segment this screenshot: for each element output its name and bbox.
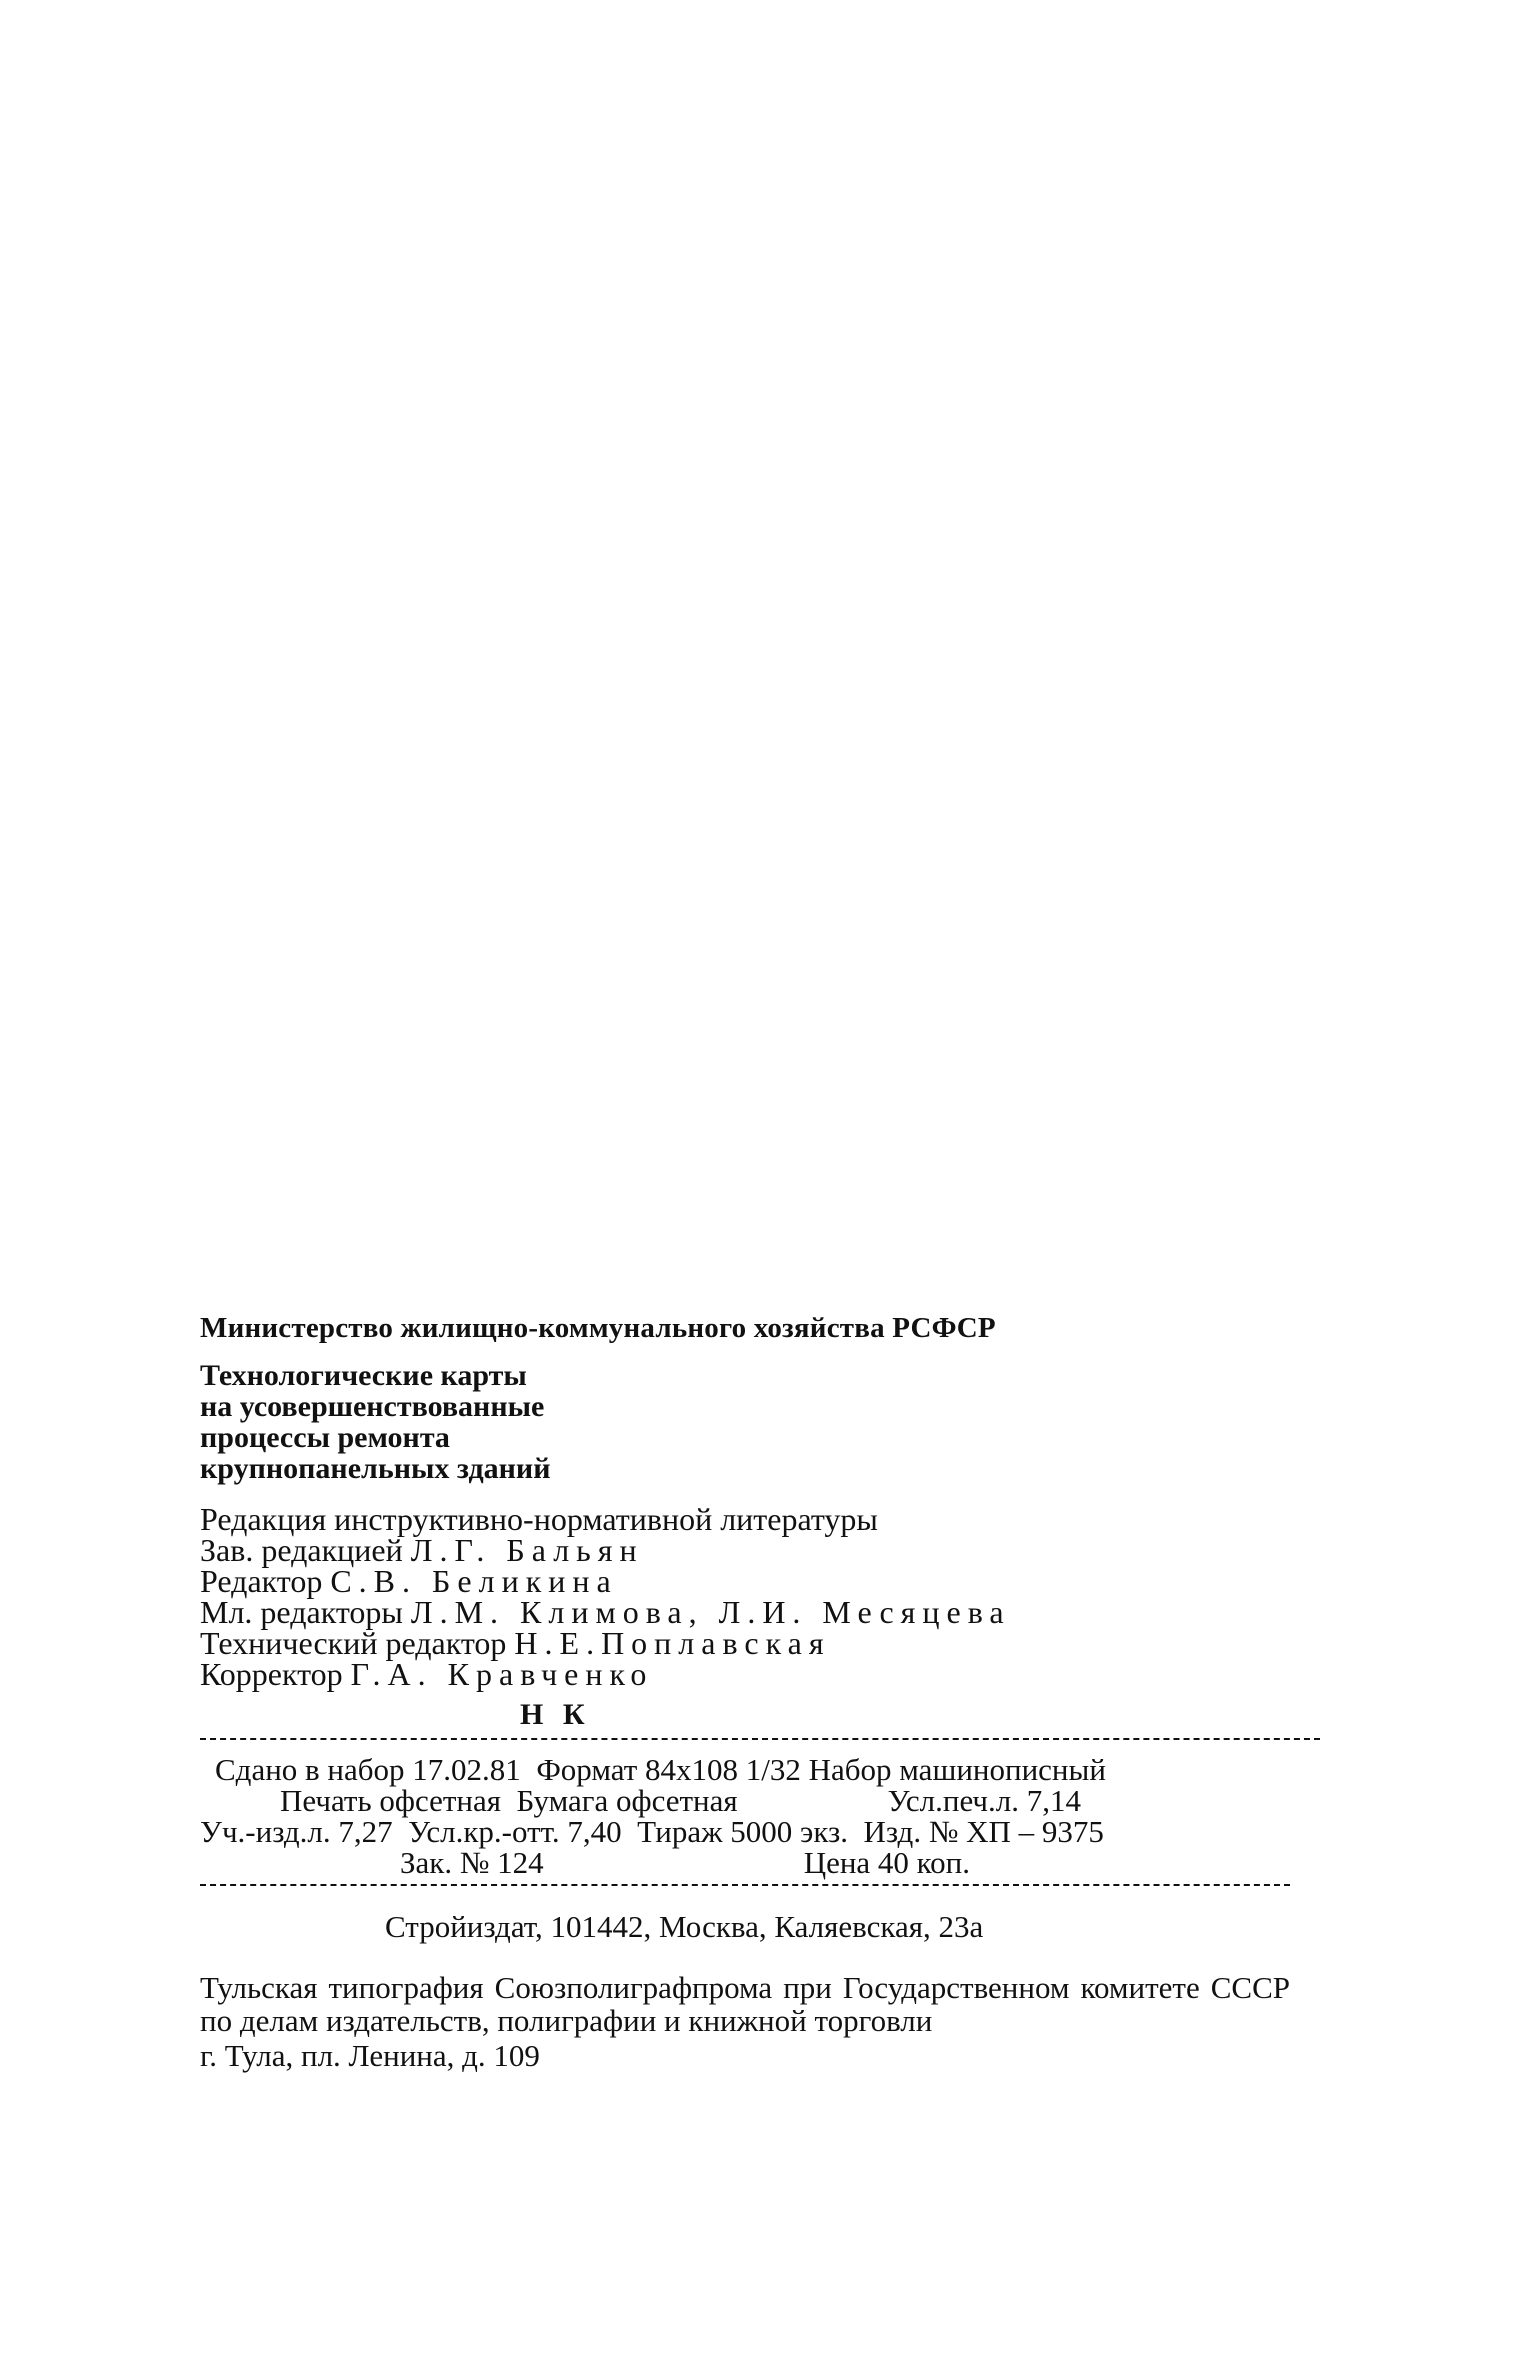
- credit-name: Л.М. Климова, Л.И. Месяцева: [410, 1594, 1011, 1630]
- credit-label: Мл. редакторы: [200, 1594, 403, 1630]
- order-number: Зак. № 124: [400, 1845, 544, 1880]
- typesetting-type: Набор машинописный: [808, 1752, 1106, 1787]
- format: Формат 84х108 1/32: [536, 1752, 801, 1787]
- title-line: Технологические карты: [200, 1359, 527, 1392]
- color-prints: Усл.кр.-отт. 7,40: [408, 1814, 622, 1849]
- credit-label: Редактор: [200, 1563, 323, 1599]
- editor-credit: [200, 1563, 1340, 1599]
- ministry-name: Министерство жилищно-коммунального хозяйства РСФСР: [200, 1312, 996, 1344]
- credit-name: Л.Г. Бальян: [410, 1532, 644, 1568]
- divider-dashed: [200, 1738, 1320, 1740]
- publishing-sheets: Уч.-изд.л. 7,27: [200, 1814, 393, 1849]
- printer-address: г. Тула, пл. Ленина, д. 109: [200, 2038, 540, 2073]
- publication-details: [200, 1754, 1340, 1878]
- proofreader-credit: [200, 1656, 1340, 1692]
- printed-sheets: Усл.печ.л. 7,14: [887, 1783, 1081, 1818]
- credit-label: Корректор: [200, 1656, 343, 1692]
- printing-type: Печать офсетная: [280, 1783, 501, 1818]
- price: Цена 40 коп.: [803, 1845, 971, 1880]
- credit-name: Н.Е.Поплавская: [514, 1625, 831, 1661]
- pub-row: [200, 1754, 1340, 1785]
- credit-label: Зав. редакцией: [200, 1532, 403, 1568]
- tech-editor-credit: [200, 1625, 1340, 1661]
- nk-mark: Н К: [520, 1698, 591, 1731]
- book-title: [200, 1360, 1340, 1484]
- title-line: крупнопанельных зданий: [200, 1452, 551, 1485]
- pub-row: [200, 1816, 1340, 1847]
- title-line: процессы ремонта: [200, 1421, 450, 1454]
- staff-credits: [200, 1501, 1340, 1692]
- editorial-office: Редакция инструктивно-нормативной литературы: [200, 1501, 878, 1537]
- divider-dashed: [200, 1884, 1290, 1886]
- credit-name: Г.А. Кравченко: [350, 1656, 654, 1692]
- sent-to-typesetting: Сдано в набор 17.02.81: [215, 1752, 521, 1787]
- printer-info: Тульская типография Союзполиграфпрома при Государственном комитете СССР по делам издательств, полиграфии и книжной торговли: [200, 1970, 1290, 2038]
- head-of-office-credit: [200, 1532, 1340, 1568]
- edition-number: Изд. № ХП – 9375: [863, 1814, 1104, 1849]
- paper-type: Бумага офсетная: [516, 1783, 738, 1818]
- credit-label: Технический редактор: [200, 1625, 507, 1661]
- imprint-block: [200, 1310, 1340, 2074]
- pub-row: [200, 1785, 1340, 1816]
- junior-editors-credit: [200, 1594, 1340, 1630]
- credit-name: С.В. Беликина: [330, 1563, 618, 1599]
- pub-row: [200, 1847, 1340, 1878]
- publisher-address: Стройиздат, 101442, Москва, Каляевская, 23а: [385, 1909, 984, 1944]
- title-line: на усовершенствованные: [200, 1390, 545, 1423]
- print-run: Тираж 5000 экз.: [637, 1814, 848, 1849]
